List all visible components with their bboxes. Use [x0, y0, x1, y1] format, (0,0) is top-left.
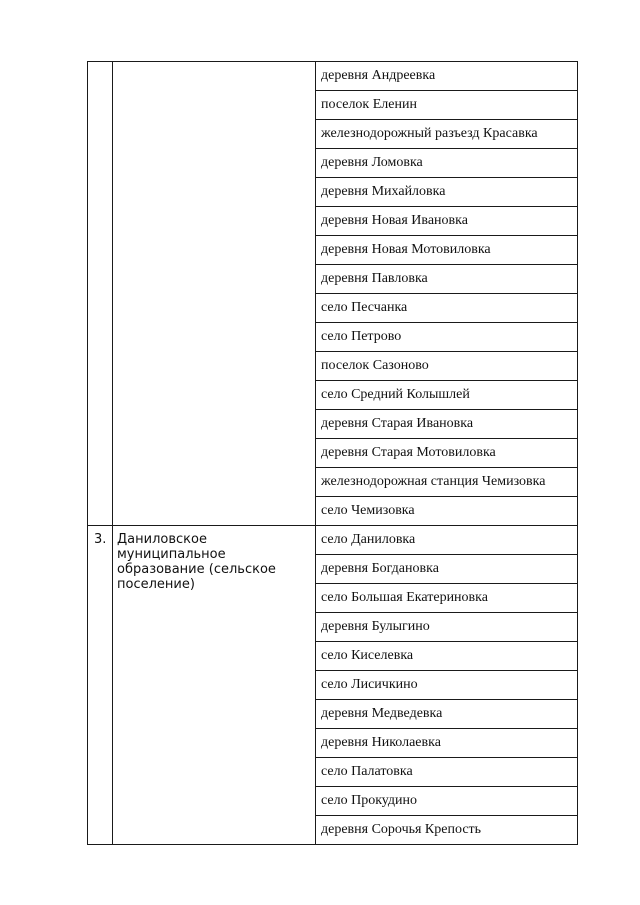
- settlement-name: деревня Ломовка: [321, 155, 423, 170]
- settlement-name: деревня Андреевка: [321, 68, 436, 83]
- settlement-name: деревня Новая Мотовиловка: [321, 242, 491, 257]
- settlement-cell: [316, 671, 578, 700]
- settlement-name: деревня Николаевка: [321, 735, 441, 750]
- settlement-name: деревня Булыгино: [321, 619, 430, 634]
- settlement-cell: [316, 555, 578, 584]
- settlement-name: деревня Михайловка: [321, 184, 446, 199]
- settlements-table-body: [88, 62, 578, 845]
- settlement-cell: [316, 294, 578, 323]
- settlement-cell: [316, 410, 578, 439]
- settlement-cell: [316, 62, 578, 91]
- table-row: [88, 62, 578, 91]
- municipality-cell: [113, 526, 316, 845]
- settlement-cell: [316, 439, 578, 468]
- row-number-cell: [88, 526, 113, 845]
- settlement-name: село Киселевка: [321, 648, 414, 663]
- settlement-cell: [316, 642, 578, 671]
- table-row: [88, 526, 578, 555]
- settlement-cell: [316, 700, 578, 729]
- settlements-table: [87, 61, 578, 845]
- settlement-name: село Петрово: [321, 329, 402, 344]
- settlement-cell: [316, 497, 578, 526]
- settlement-cell: [316, 91, 578, 120]
- settlement-cell: [316, 207, 578, 236]
- settlement-cell: [316, 323, 578, 352]
- settlement-name: село Средний Колышлей: [321, 387, 470, 402]
- settlement-name: село Песчанка: [321, 300, 408, 315]
- settlement-name: поселок Еленин: [321, 97, 417, 112]
- settlement-name: село Чемизовка: [321, 503, 415, 518]
- settlement-name: деревня Старая Мотовиловка: [321, 445, 496, 460]
- settlement-cell: [316, 816, 578, 845]
- municipality-cell: [113, 62, 316, 526]
- settlement-cell: [316, 265, 578, 294]
- settlement-name: село Палатовка: [321, 764, 413, 779]
- settlement-cell: [316, 787, 578, 816]
- settlement-name: деревня Медведевка: [321, 706, 443, 721]
- settlement-cell: [316, 236, 578, 265]
- municipality-name: Даниловское муниципальное образование (сельское поселение): [117, 532, 276, 592]
- settlement-cell: [316, 729, 578, 758]
- settlement-name: село Большая Екатериновка: [321, 590, 488, 605]
- settlement-name: деревня Богдановка: [321, 561, 439, 576]
- settlement-cell: [316, 120, 578, 149]
- settlement-cell: [316, 352, 578, 381]
- settlement-name: деревня Павловка: [321, 271, 428, 286]
- settlement-name: деревня Новая Ивановка: [321, 213, 468, 228]
- settlement-cell: [316, 613, 578, 642]
- row-number: 3.: [94, 532, 107, 547]
- settlement-name: железнодорожная станция Чемизовка: [321, 474, 546, 489]
- settlement-cell: [316, 381, 578, 410]
- settlement-cell: [316, 149, 578, 178]
- row-number-cell: [88, 62, 113, 526]
- settlement-cell: [316, 468, 578, 497]
- settlement-name: село Даниловка: [321, 532, 416, 547]
- settlement-cell: [316, 758, 578, 787]
- settlement-name: поселок Сазоново: [321, 358, 429, 373]
- settlement-name: село Прокудино: [321, 793, 418, 808]
- settlement-name: деревня Старая Ивановка: [321, 416, 474, 431]
- settlement-name: село Лисичкино: [321, 677, 418, 692]
- settlement-cell: [316, 584, 578, 613]
- settlement-cell: [316, 526, 578, 555]
- settlement-name: железнодорожный разъезд Красавка: [321, 126, 538, 141]
- settlement-cell: [316, 178, 578, 207]
- settlement-name: деревня Сорочья Крепость: [321, 822, 482, 837]
